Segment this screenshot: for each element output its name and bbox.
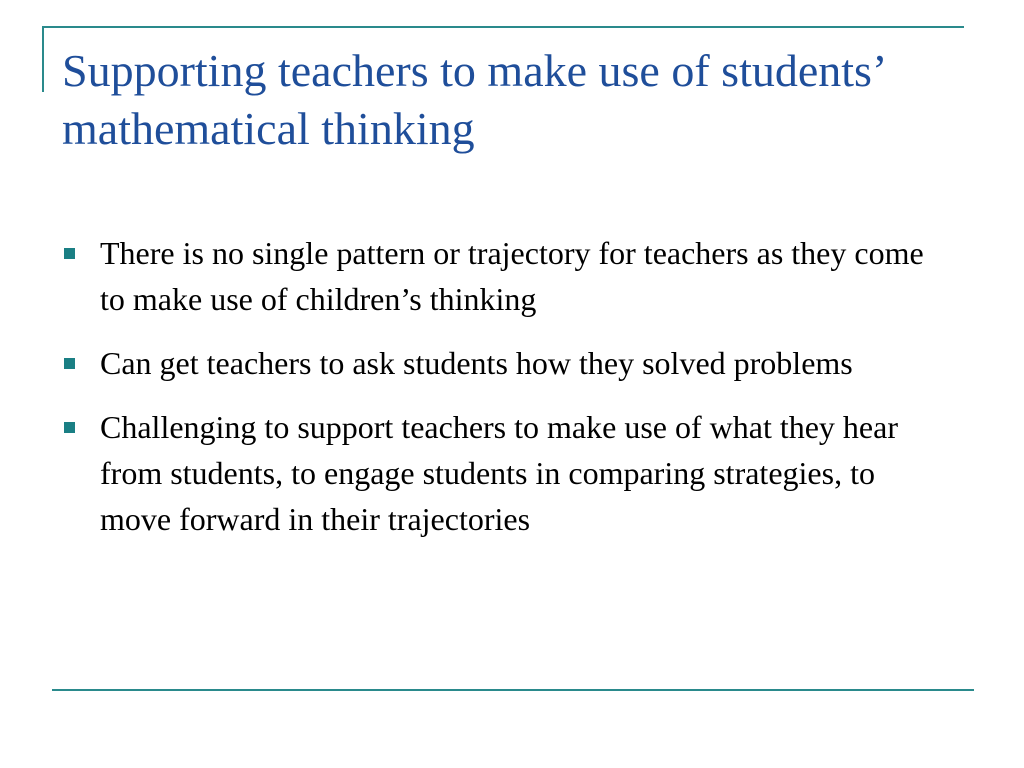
bullet-list — [64, 230, 944, 560]
bullet-text: There is no single pattern or trajectory for teachers as they come to make use of children’s thinking — [100, 235, 924, 317]
corner-vertical-rule — [42, 26, 44, 92]
bullet-text: Can get teachers to ask students how they solved problems — [100, 345, 853, 381]
square-bullet-icon — [64, 422, 75, 433]
bullet-item — [64, 230, 944, 322]
bullet-text: Challenging to support teachers to make use of what they hear from students, to engage students in comparing strategies, to move forward in their trajectories — [100, 409, 898, 537]
top-rule — [42, 26, 964, 28]
bullet-item — [64, 340, 944, 386]
bottom-rule — [52, 689, 974, 691]
square-bullet-icon — [64, 358, 75, 369]
square-bullet-icon — [64, 248, 75, 259]
bullet-item — [64, 404, 944, 542]
slide-title: Supporting teachers to make use of students’ mathematical thinking — [62, 45, 884, 154]
